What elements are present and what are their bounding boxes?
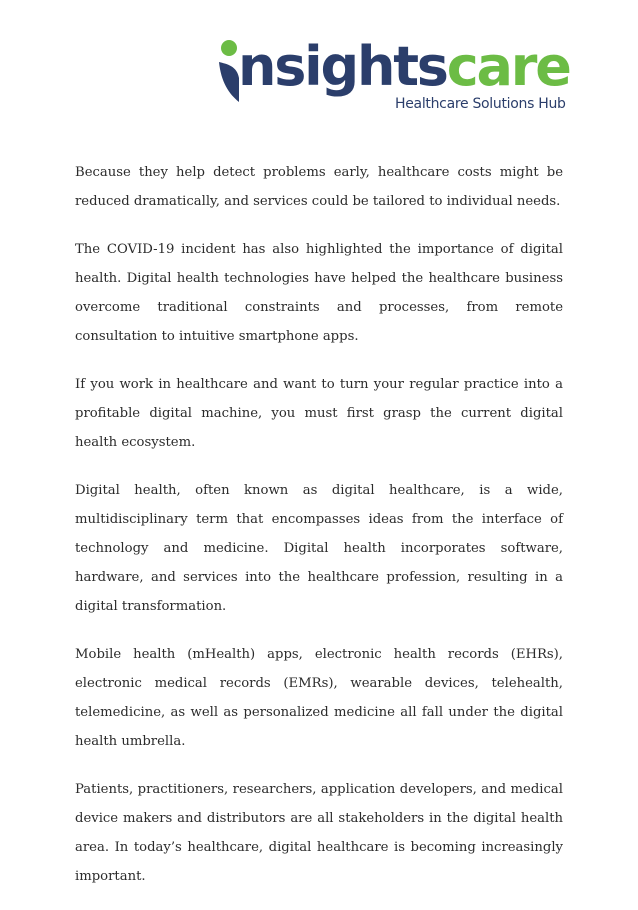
article-body	[75, 158, 563, 910]
logo-wordmark	[238, 34, 570, 100]
logo-word-insights: nsights	[238, 35, 447, 98]
insightscare-logo	[215, 35, 570, 120]
paragraph: Because they help detect problems early, healthcare costs might be reduced dramatically, and services could be tailored to individual needs.	[75, 165, 563, 209]
paragraph: The COVID-19 incident has also highlighted the importance of digital health. Digital health technologies have helped the healthcare business overcome traditional constraints and processes, from remote consultation to intuitive smartphone apps.	[75, 242, 563, 344]
logo-tagline: Healthcare Solutions Hub	[395, 96, 566, 112]
paragraph: Patients, practitioners, researchers, application developers, and medical device makers and distributors are all stakeholders in the digital health area. In today’s healthcare, digital healthcare is becoming increasingly important.	[75, 782, 563, 884]
paragraph: Mobile health (mHealth) apps, electronic health records (EHRs), electronic medical records (EMRs), wearable devices, telehealth, telemedicine, as well as personalized medicine all fall under the digital health umbrella.	[75, 647, 563, 749]
paragraph: If you work in healthcare and want to turn your regular practice into a profitable digital machine, you must first grasp the current digital health ecosystem.	[75, 377, 563, 450]
logo-word-care: care	[446, 35, 570, 98]
paragraph: Digital health, often known as digital healthcare, is a wide, multidisciplinary term that encompasses ideas from the interface of technology and medicine. Digital health incorporates software, hardware, and services into the healthcare profession, resulting in a digital transformation.	[75, 483, 563, 614]
